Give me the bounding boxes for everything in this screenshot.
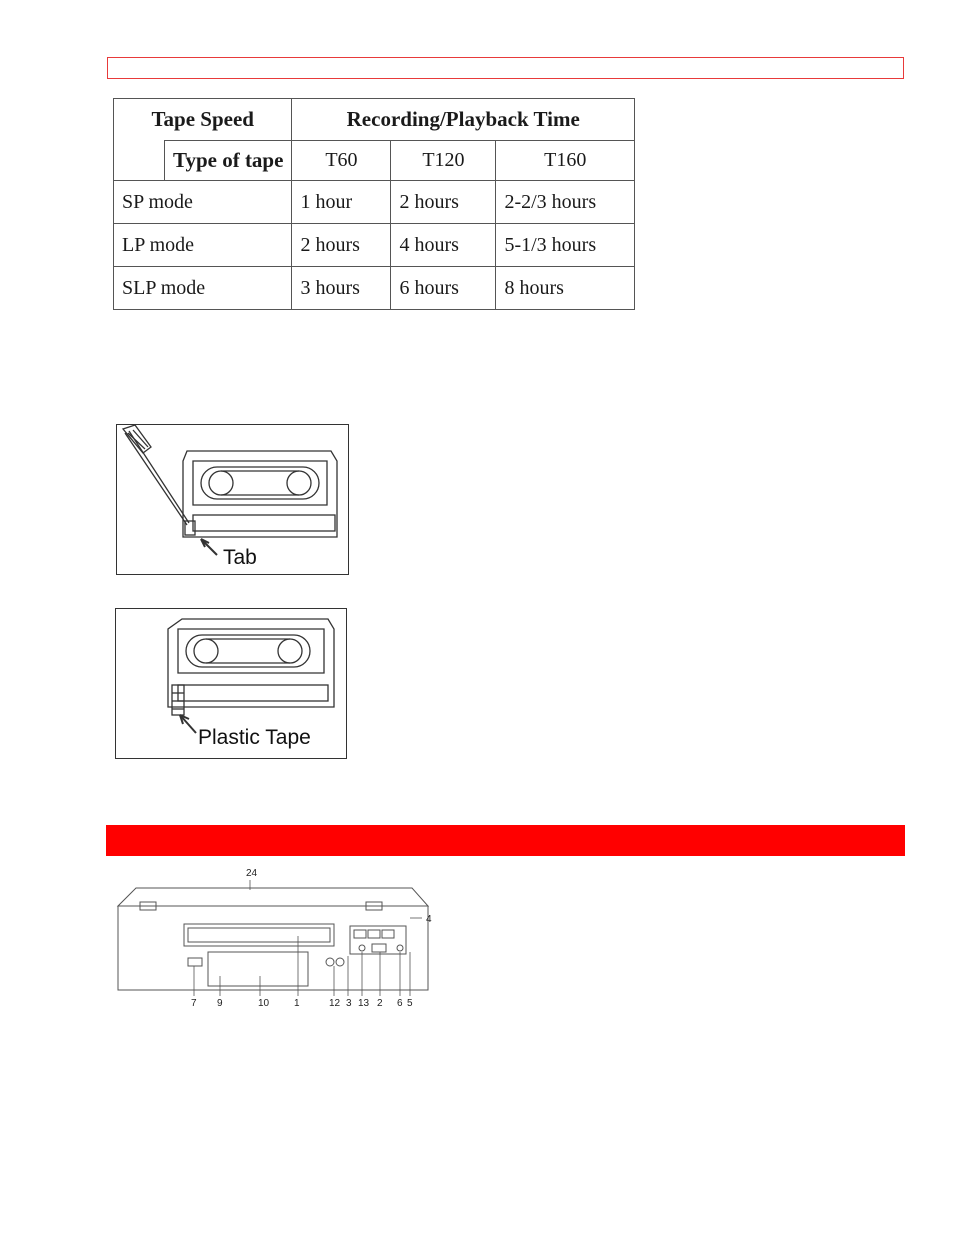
- row-mode: SP mode: [114, 181, 292, 224]
- top-banner: [107, 57, 904, 79]
- callout-label: 7: [191, 998, 197, 1009]
- table-cell: 3 hours: [292, 267, 391, 310]
- table-row: [114, 224, 635, 267]
- tab-figure: [116, 424, 349, 575]
- table-cell: 2 hours: [292, 224, 391, 267]
- callout-label: 9: [217, 998, 223, 1009]
- row-mode: LP mode: [114, 224, 292, 267]
- table-cell: 5-1/3 hours: [496, 224, 635, 267]
- callout-label: 3: [346, 998, 352, 1009]
- vcr-front-panel: [110, 866, 440, 1016]
- col-header-t60: T60: [292, 141, 391, 181]
- table-cell: 4 hours: [391, 224, 496, 267]
- row-mode: SLP mode: [114, 267, 292, 310]
- callout-label: 24: [246, 868, 258, 879]
- header-spacer: [114, 141, 165, 181]
- type-of-tape-header: Type of tape: [165, 141, 292, 181]
- tape-speed-table: [113, 98, 635, 310]
- vcr-illustration: [110, 866, 440, 1016]
- section-banner: [106, 825, 905, 856]
- table-cell: 1 hour: [292, 181, 391, 224]
- plastic-tape-figure: [115, 608, 347, 759]
- tab-label: Tab: [223, 546, 257, 569]
- callout-label: 5: [407, 998, 413, 1009]
- callout-label: 4: [426, 914, 432, 925]
- recording-time-header: Recording/Playback Time: [292, 99, 635, 141]
- col-header-t120: T120: [391, 141, 496, 181]
- table-row: [114, 267, 635, 310]
- callout-label: 6: [397, 998, 403, 1009]
- callout-label: 10: [258, 998, 270, 1009]
- plastic-tape-label: Plastic Tape: [198, 726, 311, 749]
- table-cell: 8 hours: [496, 267, 635, 310]
- table-cell: 2 hours: [391, 181, 496, 224]
- callout-label: 13: [358, 998, 370, 1009]
- callout-label: 1: [294, 998, 300, 1009]
- table-cell: 6 hours: [391, 267, 496, 310]
- table-row: [114, 181, 635, 224]
- callout-label: 12: [329, 998, 341, 1009]
- col-header-t160: T160: [496, 141, 635, 181]
- callout-label: 2: [377, 998, 383, 1009]
- tape-speed-header: Tape Speed: [114, 99, 292, 141]
- table-cell: 2-2/3 hours: [496, 181, 635, 224]
